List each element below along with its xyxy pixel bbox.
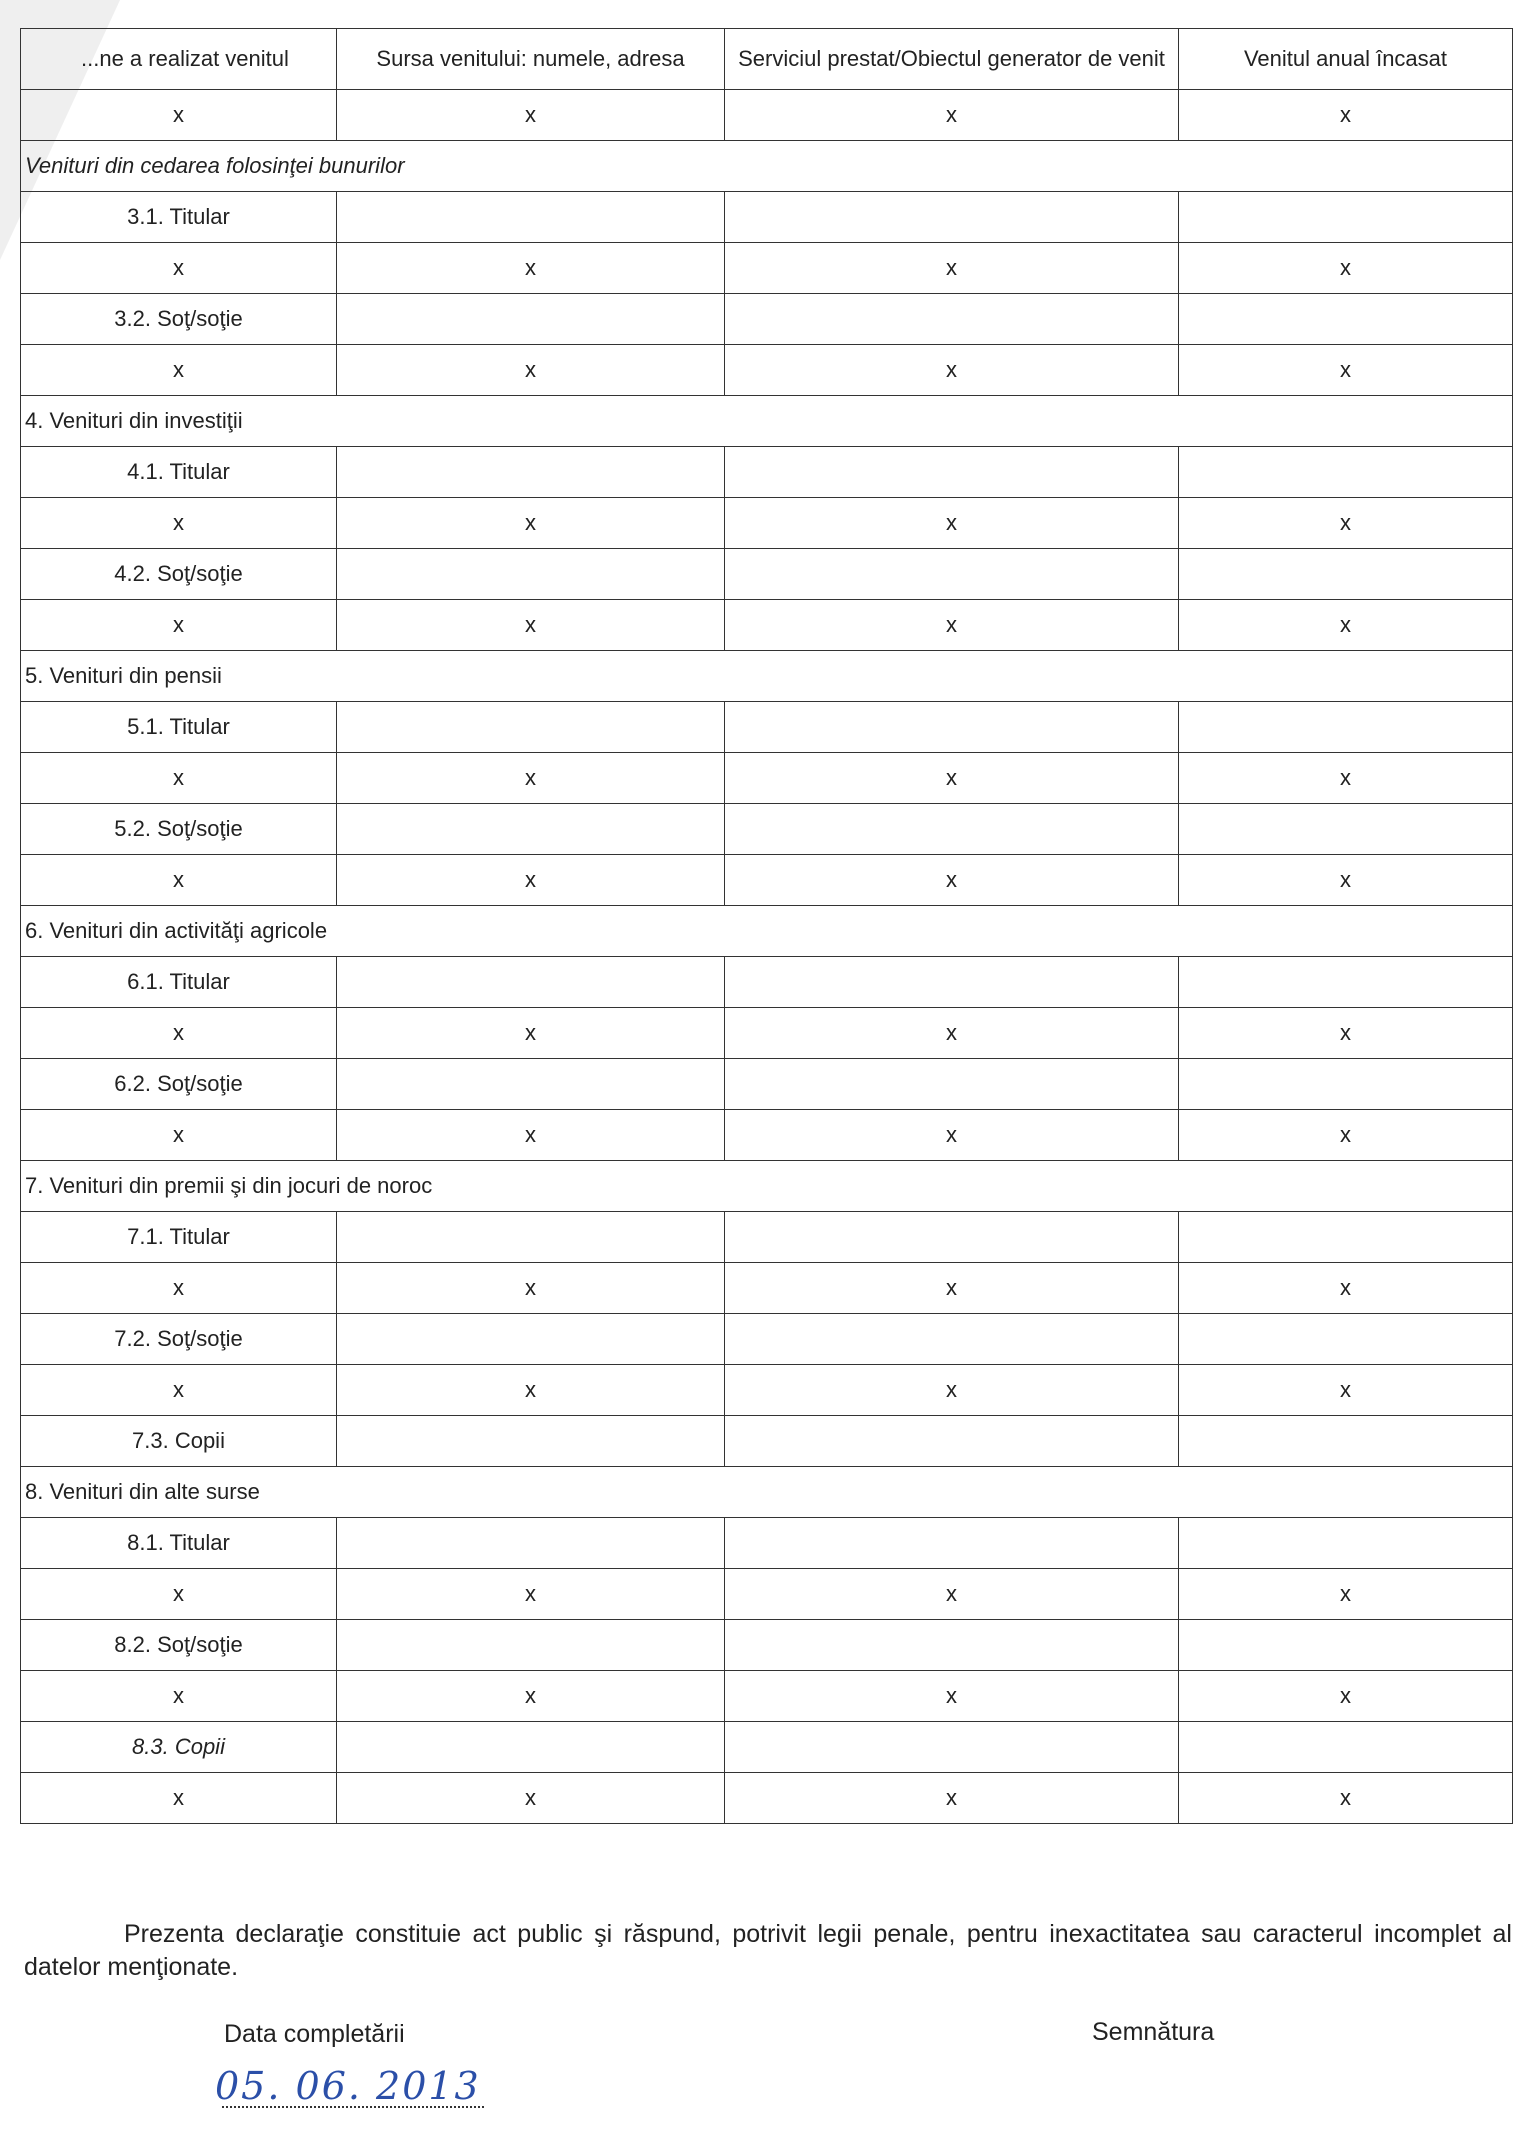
empty-cell	[725, 1722, 1179, 1773]
empty-cell	[337, 1059, 725, 1110]
date-label: Data completării	[224, 2020, 405, 2048]
empty-cell	[1179, 1518, 1513, 1569]
subcategory-row	[21, 294, 1513, 345]
x-cell: x	[725, 345, 1179, 396]
empty-cell	[337, 192, 725, 243]
header-cell-annual-income: Venitul anual încasat	[1179, 29, 1513, 90]
empty-cell	[725, 1059, 1179, 1110]
x-cell: x	[1179, 855, 1513, 906]
subcategory-row	[21, 1416, 1513, 1467]
header-cell-source: Sursa venitului: numele, adresa	[337, 29, 725, 90]
empty-cell	[725, 294, 1179, 345]
x-cell: x	[21, 1365, 337, 1416]
empty-cell	[1179, 1416, 1513, 1467]
empty-cell	[337, 804, 725, 855]
x-cell: x	[337, 753, 725, 804]
x-row	[21, 1365, 1513, 1416]
subcategory-row	[21, 1518, 1513, 1569]
x-cell: x	[21, 1773, 337, 1824]
empty-cell	[1179, 804, 1513, 855]
x-cell: x	[725, 1773, 1179, 1824]
x-cell: x	[21, 345, 337, 396]
subcategory-row	[21, 1059, 1513, 1110]
section-label: Venituri din cedarea folosinţei bunurilor	[21, 141, 1513, 192]
subcategory-label: 4.2. Soţ/soţie	[21, 549, 337, 600]
subcategory-label: 8.1. Titular	[21, 1518, 337, 1569]
x-cell: x	[337, 1773, 725, 1824]
x-cell: x	[725, 753, 1179, 804]
section-row	[21, 1161, 1513, 1212]
x-cell: x	[337, 1263, 725, 1314]
x-cell: x	[21, 1569, 337, 1620]
empty-cell	[1179, 1620, 1513, 1671]
empty-cell	[337, 957, 725, 1008]
subcategory-row	[21, 549, 1513, 600]
signature-label: Semnătura	[1092, 2018, 1215, 2046]
subcategory-row	[21, 1314, 1513, 1365]
x-cell: x	[1179, 345, 1513, 396]
subcategory-row	[21, 702, 1513, 753]
empty-cell	[337, 1212, 725, 1263]
x-row	[21, 1773, 1513, 1824]
empty-cell	[337, 549, 725, 600]
section-label: 4. Venituri din investiţii	[21, 396, 1513, 447]
x-cell: x	[21, 855, 337, 906]
empty-cell	[337, 294, 725, 345]
x-cell: x	[337, 855, 725, 906]
empty-cell	[725, 804, 1179, 855]
empty-cell	[337, 1518, 725, 1569]
empty-cell	[337, 702, 725, 753]
empty-cell	[725, 1620, 1179, 1671]
x-cell: x	[1179, 1263, 1513, 1314]
x-cell: x	[337, 1008, 725, 1059]
x-cell: x	[725, 1263, 1179, 1314]
x-cell: x	[337, 90, 725, 141]
x-cell: x	[21, 498, 337, 549]
empty-cell	[725, 549, 1179, 600]
x-cell: x	[337, 1110, 725, 1161]
subcategory-label: 8.3. Copii	[21, 1722, 337, 1773]
x-cell: x	[21, 1671, 337, 1722]
empty-cell	[725, 957, 1179, 1008]
empty-cell	[725, 447, 1179, 498]
x-cell: x	[1179, 753, 1513, 804]
empty-cell	[725, 702, 1179, 753]
empty-cell	[725, 192, 1179, 243]
empty-cell	[1179, 702, 1513, 753]
x-cell: x	[1179, 1773, 1513, 1824]
subcategory-label: 8.2. Soţ/soţie	[21, 1620, 337, 1671]
x-cell: x	[337, 600, 725, 651]
x-row	[21, 1569, 1513, 1620]
header-cell-service: Serviciul prestat/Obiectul generator de venit	[725, 29, 1179, 90]
x-row	[21, 345, 1513, 396]
x-cell: x	[725, 498, 1179, 549]
income-table	[20, 28, 1513, 1824]
subcategory-label: 5.1. Titular	[21, 702, 337, 753]
section-row	[21, 141, 1513, 192]
empty-cell	[337, 1416, 725, 1467]
empty-cell	[725, 1212, 1179, 1263]
x-cell: x	[725, 1569, 1179, 1620]
x-cell: x	[1179, 600, 1513, 651]
x-cell: x	[725, 1365, 1179, 1416]
x-cell: x	[1179, 1569, 1513, 1620]
x-cell: x	[21, 753, 337, 804]
subcategory-row	[21, 1212, 1513, 1263]
x-cell: x	[1179, 1110, 1513, 1161]
empty-cell	[1179, 1314, 1513, 1365]
x-cell: x	[21, 243, 337, 294]
empty-cell	[337, 1620, 725, 1671]
x-row	[21, 243, 1513, 294]
x-cell: x	[337, 1569, 725, 1620]
x-cell: x	[21, 1008, 337, 1059]
x-cell: x	[21, 90, 337, 141]
x-row	[21, 1008, 1513, 1059]
x-cell: x	[21, 600, 337, 651]
subcategory-row	[21, 804, 1513, 855]
empty-cell	[1179, 549, 1513, 600]
subcategory-label: 3.2. Soţ/soţie	[21, 294, 337, 345]
empty-cell	[1179, 1059, 1513, 1110]
x-cell: x	[337, 498, 725, 549]
x-row	[21, 753, 1513, 804]
subcategory-label: 7.3. Copii	[21, 1416, 337, 1467]
section-row	[21, 651, 1513, 702]
empty-cell	[1179, 1212, 1513, 1263]
x-cell: x	[1179, 1365, 1513, 1416]
section-row	[21, 396, 1513, 447]
subcategory-row	[21, 1620, 1513, 1671]
section-row	[21, 1467, 1513, 1518]
x-cell: x	[21, 1263, 337, 1314]
section-label: 6. Venituri din activităţi agricole	[21, 906, 1513, 957]
subcategory-label: 4.1. Titular	[21, 447, 337, 498]
x-cell: x	[337, 345, 725, 396]
table-header-row	[21, 29, 1513, 90]
empty-cell	[337, 447, 725, 498]
subcategory-label: 7.2. Soţ/soţie	[21, 1314, 337, 1365]
section-row	[21, 906, 1513, 957]
subcategory-label: 3.1. Titular	[21, 192, 337, 243]
subcategory-label: 6.2. Soţ/soţie	[21, 1059, 337, 1110]
subcategory-row	[21, 1722, 1513, 1773]
section-label: 5. Venituri din pensii	[21, 651, 1513, 702]
x-cell: x	[1179, 498, 1513, 549]
x-row	[21, 600, 1513, 651]
x-cell: x	[1179, 243, 1513, 294]
x-row	[21, 855, 1513, 906]
x-cell: x	[725, 90, 1179, 141]
empty-cell	[1179, 447, 1513, 498]
x-cell: x	[725, 243, 1179, 294]
x-cell: x	[1179, 1671, 1513, 1722]
x-row	[21, 1671, 1513, 1722]
x-row	[21, 90, 1513, 141]
empty-cell	[337, 1314, 725, 1365]
x-cell: x	[337, 1365, 725, 1416]
x-row	[21, 1263, 1513, 1314]
empty-cell	[725, 1416, 1179, 1467]
x-cell: x	[725, 1110, 1179, 1161]
section-label: 8. Venituri din alte surse	[21, 1467, 1513, 1518]
x-cell: x	[21, 1110, 337, 1161]
empty-cell	[1179, 1722, 1513, 1773]
subcategory-label: 7.1. Titular	[21, 1212, 337, 1263]
empty-cell	[1179, 957, 1513, 1008]
subcategory-label: 5.2. Soţ/soţie	[21, 804, 337, 855]
empty-cell	[1179, 192, 1513, 243]
declaration-text: Prezenta declaraţie constituie act public şi răspund, potrivit legii penale, pentru inexactitatea sau caracterul incomplet al datelor menţionate.	[24, 1920, 1512, 1981]
subcategory-label: 6.1. Titular	[21, 957, 337, 1008]
section-label: 7. Venituri din premii şi din jocuri de noroc	[21, 1161, 1513, 1212]
x-cell: x	[725, 1008, 1179, 1059]
x-cell: x	[337, 243, 725, 294]
empty-cell	[725, 1518, 1179, 1569]
header-cell-beneficiary: ...ne a realizat venitul	[21, 29, 337, 90]
x-cell: x	[337, 1671, 725, 1722]
x-cell: x	[725, 600, 1179, 651]
handwritten-date: 05. 06. 2013	[215, 2064, 481, 2108]
x-cell: x	[1179, 1008, 1513, 1059]
subcategory-row	[21, 957, 1513, 1008]
x-cell: x	[1179, 90, 1513, 141]
subcategory-row	[21, 447, 1513, 498]
empty-cell	[725, 1314, 1179, 1365]
x-cell: x	[725, 855, 1179, 906]
subcategory-row	[21, 192, 1513, 243]
empty-cell	[1179, 294, 1513, 345]
empty-cell	[337, 1722, 725, 1773]
x-row	[21, 1110, 1513, 1161]
date-dotted-line	[222, 2106, 484, 2108]
x-row	[21, 498, 1513, 549]
x-cell: x	[725, 1671, 1179, 1722]
